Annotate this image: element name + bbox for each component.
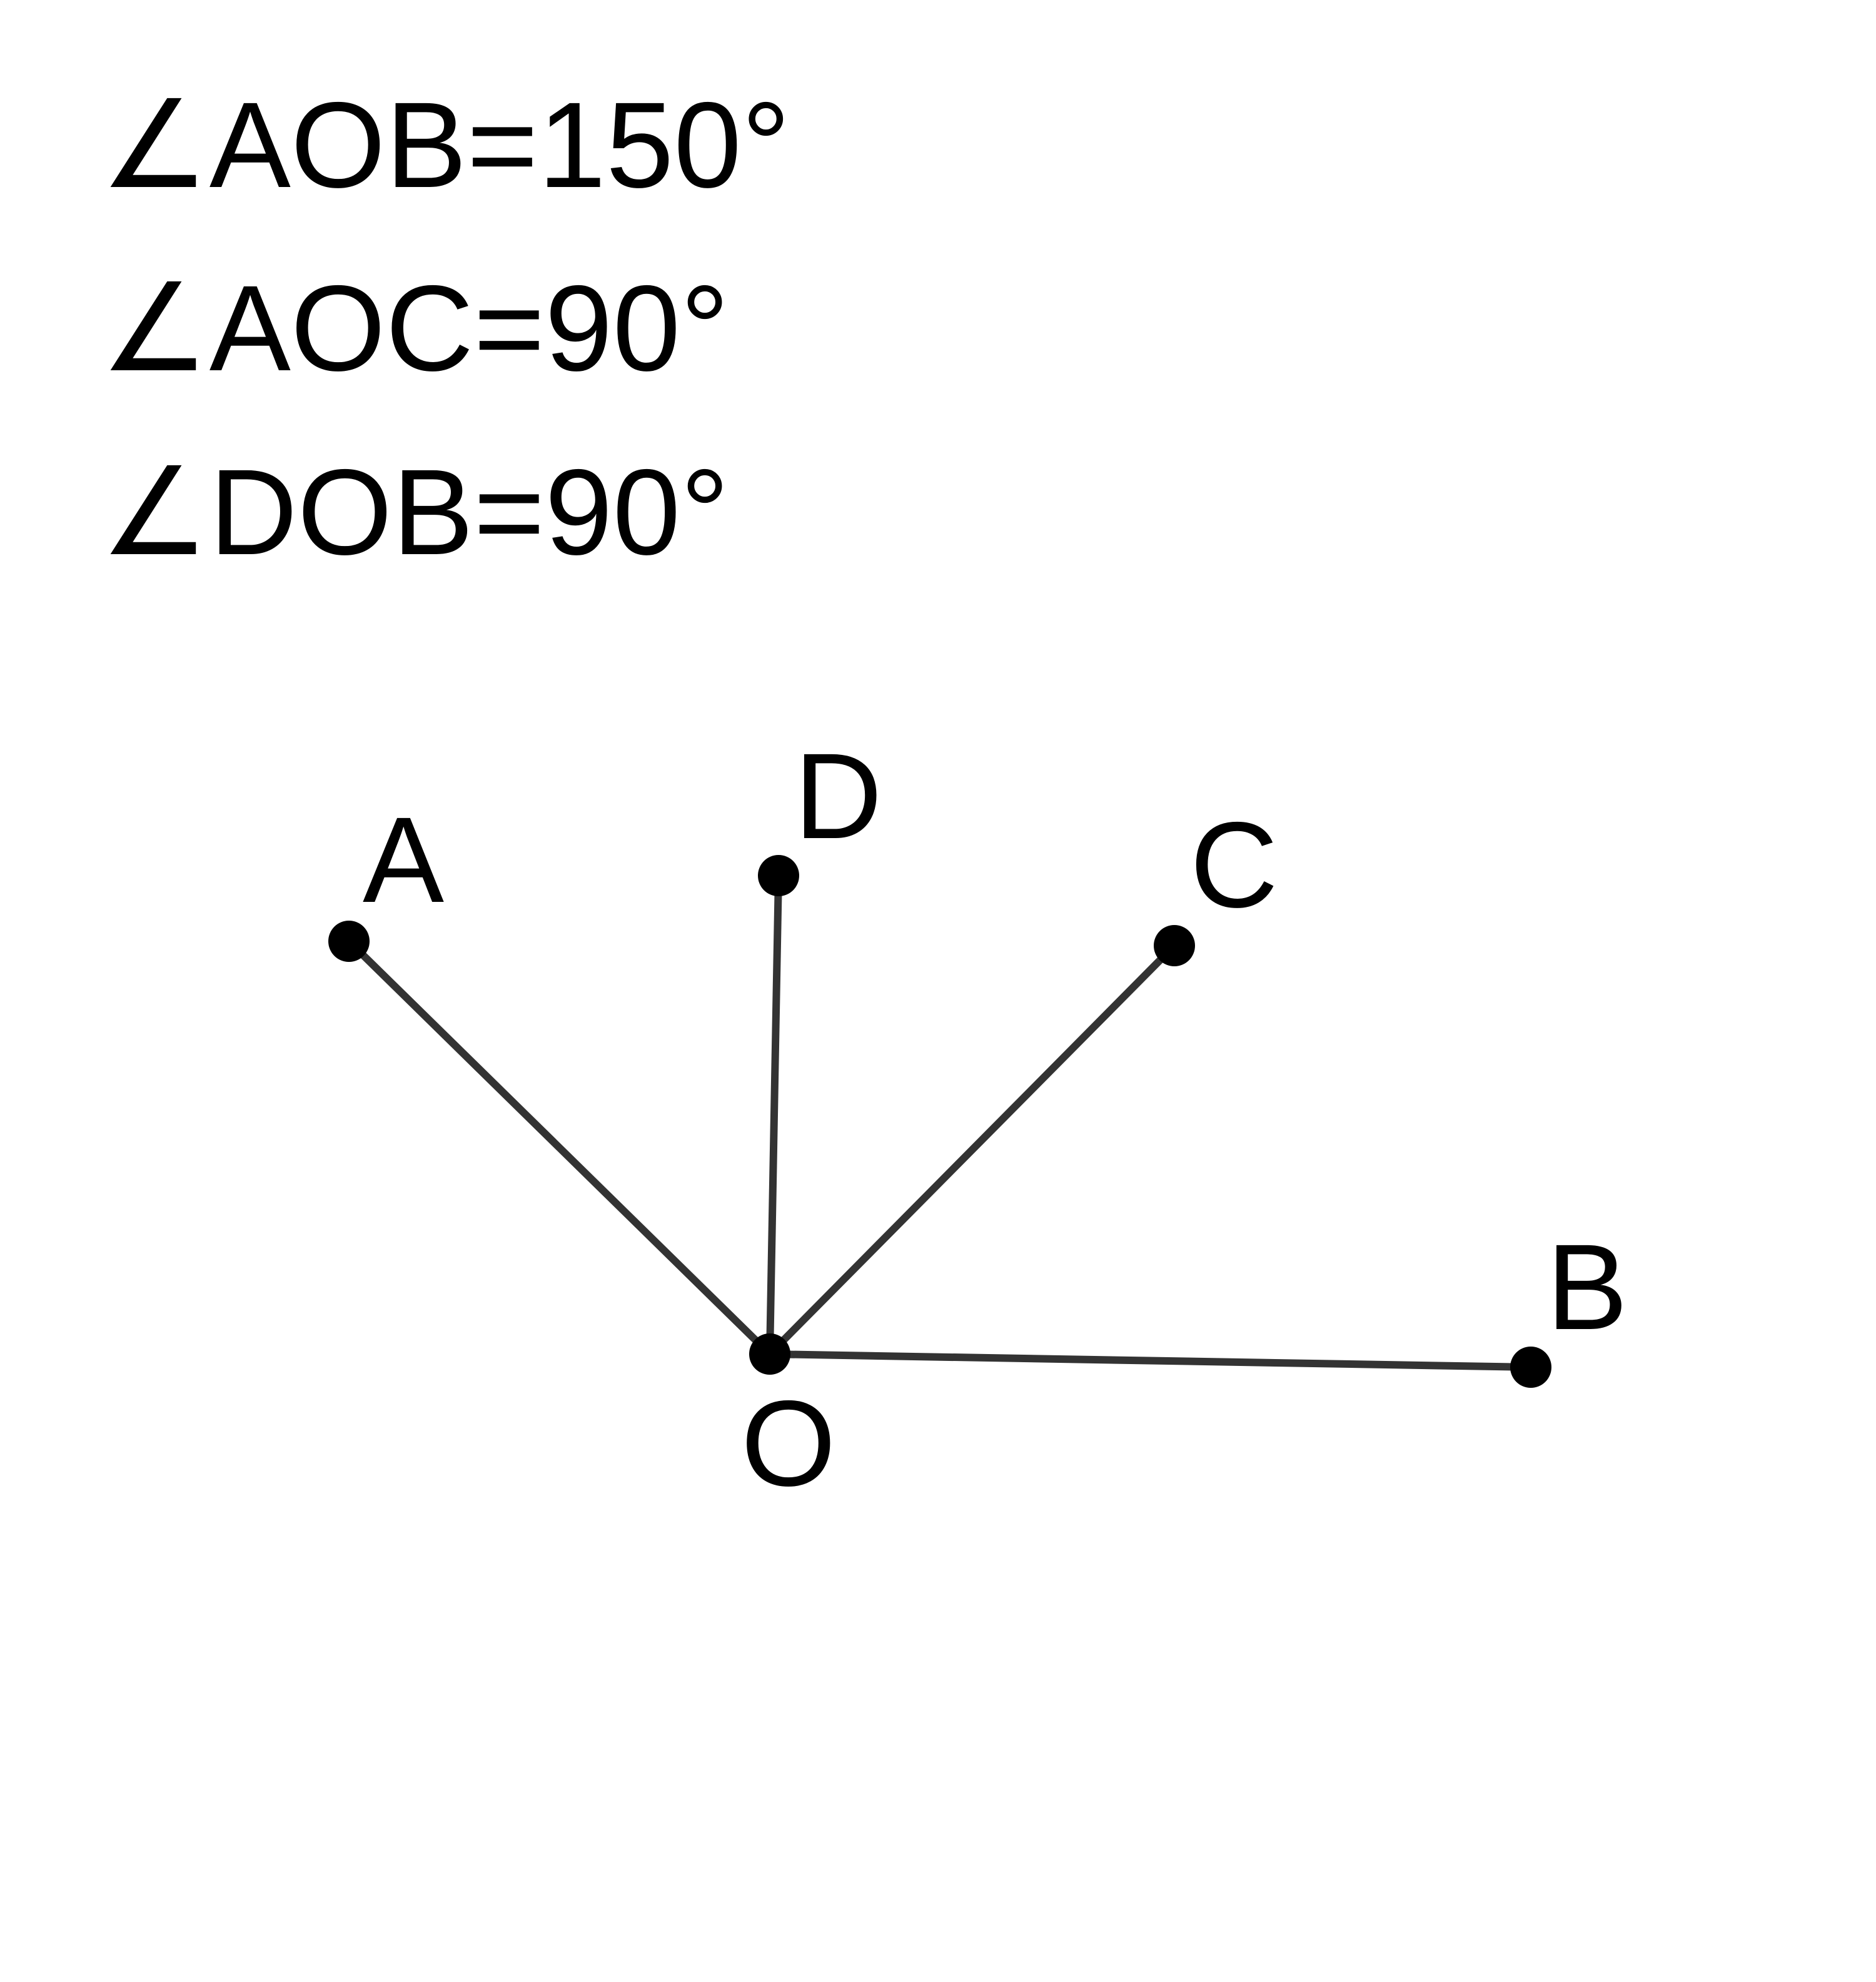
angle-fact-dob: ∠DOB=90° (100, 444, 730, 580)
angle-fact-aoc: ∠AOC=90° (100, 260, 730, 397)
angle-fact-aob: ∠AOB=150° (100, 77, 790, 213)
point-c (1154, 925, 1195, 966)
label-d: D (794, 728, 882, 864)
point-labels (363, 728, 1628, 1512)
segment-oa (349, 941, 770, 1354)
label-b: B (1546, 1219, 1628, 1355)
segment-ob (770, 1354, 1531, 1367)
point-d (758, 855, 799, 896)
point-o (749, 1333, 790, 1375)
label-a: A (363, 792, 445, 928)
point-b (1510, 1347, 1551, 1388)
segments (349, 876, 1531, 1367)
points (328, 855, 1551, 1388)
label-o: O (741, 1375, 836, 1512)
segment-oc (770, 946, 1174, 1354)
segment-od (770, 876, 779, 1354)
label-c: C (1190, 797, 1278, 933)
